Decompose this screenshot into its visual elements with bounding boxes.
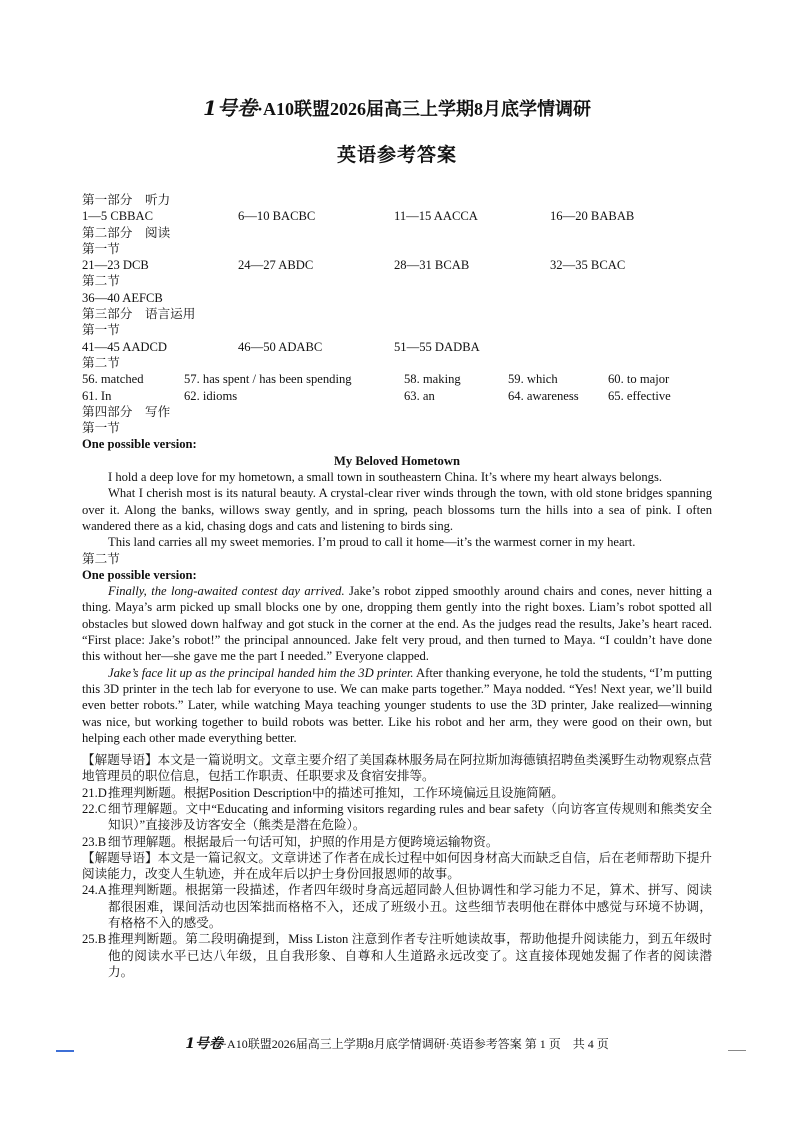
story-text: Jake’s robot zipped smoothly around chairs and cones, never hitting a thing. Maya’s arm picked up small blocks one by one, dropping them gently into the right boxes. Liam’s robot spotted all obstacles but slowed down halfway and got stuck in the corner at the end. As the judges read the results, Jake’s heart raced. “First place: Jake’s robot!” the principal announced. Jake felt very proud, and then turned to Maya. “I couldn’t have done this without her—she gave me the part I needed.” Everyone clapped. — [82, 584, 712, 664]
section-label: 第一节 — [82, 323, 120, 338]
fill-answer: 59. which — [508, 372, 558, 387]
document-body — [82, 192, 712, 980]
answer-group: 41—45 AADCD — [82, 339, 168, 354]
explanation-text: 细节理解题。根据最后一句话可知，护照的作用是方便跨境运输物资。 — [108, 834, 499, 849]
answer-group: 16—20 BABAB — [550, 209, 635, 224]
story-body — [82, 583, 712, 746]
explanation-text: 推理判断题。根据Position Description中的描述可推知，工作环境偏远且设施简陋。 — [108, 785, 564, 800]
answer-row — [82, 257, 712, 273]
explanation-text: 推理判断题。根据第一段描述，作者四年级时身高远超同龄人但协调性和学习能力不足，算术、拼写、阅读都很困难，课间活动也因笨拙而格格不入，还成了班级小丑。这些细节表明他在群体中感觉与环境不协调，有格格不入的感受。 — [108, 883, 712, 931]
footer-text: ·A10联盟2026届高三上学期8月底学情调研·英语参考答案 第 1 页 共 4 页 — [223, 1037, 609, 1051]
answer-group: 11—15 AACCA — [394, 209, 478, 224]
explanation-text: 细节理解题。文中“Educating and informing visitors regarding rules and bear safety（向访客宣传规则和熊类安全知识）”直接涉及访客安全（熊类是潜在危险）。 — [108, 801, 712, 833]
explanation-item — [82, 801, 712, 834]
header-title: ·A10联盟2026届高三上学期8月底学情调研 — [256, 99, 591, 119]
answer-group: 6—10 BACBC — [238, 209, 316, 224]
brand-logo: 1号卷 — [203, 96, 257, 120]
question-number: 23.B — [82, 834, 107, 849]
page-subtitle: 英语参考答案 — [336, 145, 457, 166]
page-header — [0, 92, 794, 121]
fill-answer: 64. awareness — [508, 388, 579, 403]
part2-heading: 第二部分 阅读 — [82, 225, 171, 240]
question-number: 22.C — [82, 801, 107, 816]
essay-body — [82, 469, 712, 550]
page-edge-mark — [56, 1050, 74, 1052]
version-label: One possible version: — [82, 567, 197, 582]
explanation-intro: 【解题导语】本文是一篇说明文。文章主要介绍了美国森林服务局在阿拉斯加海德镇招聘鱼类溪野生动物观察点营地管理员的职位信息，包括工作职责、任职要求及食宿安排等。 — [82, 753, 712, 784]
story-opening-sentence: Finally, the long-awaited contest day arrived. — [108, 584, 345, 599]
essay-paragraph: This land carries all my sweet memories. I’m proud to call it home—it’s the warmest corner in my heart. — [108, 535, 636, 550]
section-label: 第二节 — [82, 355, 120, 370]
explanation-item — [82, 931, 712, 980]
fill-answer-row — [82, 388, 712, 404]
fill-answer: 56. matched — [82, 372, 144, 387]
question-number: 25.B — [82, 932, 107, 947]
fill-answer: 63. an — [404, 388, 435, 403]
fill-answer: 60. to major — [608, 372, 670, 387]
question-number: 21.D — [82, 785, 107, 800]
answer-group: 1—5 CBBAC — [82, 209, 154, 224]
explanation-intro: 【解题导语】本文是一篇记叙文。文章讲述了作者在成长过程中如何因身材高大而缺乏自信，后在老师帮助下提升阅读能力，改变人生轨迹，并在成年后以护士身份回报恩师的故事。 — [82, 850, 712, 882]
part1-heading: 第一部分 听力 — [82, 193, 171, 207]
story-opening-sentence: Jake’s face lit up as the principal handed him the 3D printer. — [108, 665, 414, 680]
part4-heading: 第四部分 写作 — [82, 404, 171, 419]
fill-answer: 62. idioms — [184, 388, 238, 403]
part3-heading: 第三部分 语言运用 — [82, 307, 196, 322]
story-paragraph — [82, 665, 712, 746]
fill-answer: 57. has spent / has been spending — [184, 372, 352, 387]
answer-row — [82, 339, 712, 355]
fill-answer-row — [82, 371, 712, 387]
story-paragraph — [82, 583, 712, 664]
answer-group: 36—40 AEFCB — [82, 290, 163, 305]
explanations — [82, 752, 712, 980]
explanation-text: 推理判断题。第二段明确提到，Miss Liston 注意到作者专注听她读故事，帮助他提升阅读能力，到五年级时他的阅读水平已达八年级，且自我形象、自尊和人生道路永远改变了。这直接体现她发掘了作者的阅读潜力。 — [108, 932, 712, 979]
explanation-item — [82, 834, 712, 850]
section-label: 第二节 — [82, 551, 120, 566]
section-label: 第二节 — [82, 274, 120, 289]
essay-title: My Beloved Hometown — [334, 453, 460, 468]
essay-paragraph: I hold a deep love for my hometown, a small town in southeastern China. It’s where my heart always belongs. — [108, 470, 662, 485]
page-edge-mark — [728, 1050, 746, 1051]
page-footer — [0, 1033, 794, 1053]
fill-answer: 65. effective — [608, 388, 671, 403]
footer-logo: 1号卷 — [185, 1036, 224, 1052]
answer-group: 32—35 BCAC — [550, 258, 626, 273]
version-label: One possible version: — [82, 437, 197, 452]
explanation-item — [82, 785, 712, 801]
answer-group: 21—23 DCB — [82, 258, 149, 273]
answer-group: 24—27 ABDC — [238, 258, 314, 273]
question-number: 24.A — [82, 883, 107, 898]
essay-paragraph: What I cherish most is its natural beauty. A crystal-clear river winds through the town, with old stone bridges spanning over it. Along the banks, willows sway gently, and in spring, peach blossoms turn the hills into a sea of pink. I often wandered there as a kid, chasing dogs and cats and listening to birds sing. — [82, 486, 712, 533]
answer-group: 51—55 DADBA — [394, 339, 480, 354]
answer-row — [82, 208, 712, 224]
section-label: 第一节 — [82, 421, 120, 436]
fill-answer: 58. making — [404, 372, 461, 387]
answer-group: 46—50 ADABC — [238, 339, 323, 354]
fill-answer: 61. In — [82, 388, 112, 403]
story-text: After thanking everyone, he told the students, “I’m putting this 3D printer in the tech lab for everyone to use. We can make parts together.” Maya nodded. “Yes! Next year, we’ll build even better robots.” Later, while watching Maya teaching younger students to use the 3D printer, Jake realized—winning was nice, but working together to build robots was better. Like his robot and her arm, they were good on their own, but helping each other made everything better. — [82, 665, 712, 745]
answer-group: 28—31 BCAB — [394, 258, 470, 273]
explanation-item — [82, 882, 712, 931]
section-label: 第一节 — [82, 241, 120, 256]
